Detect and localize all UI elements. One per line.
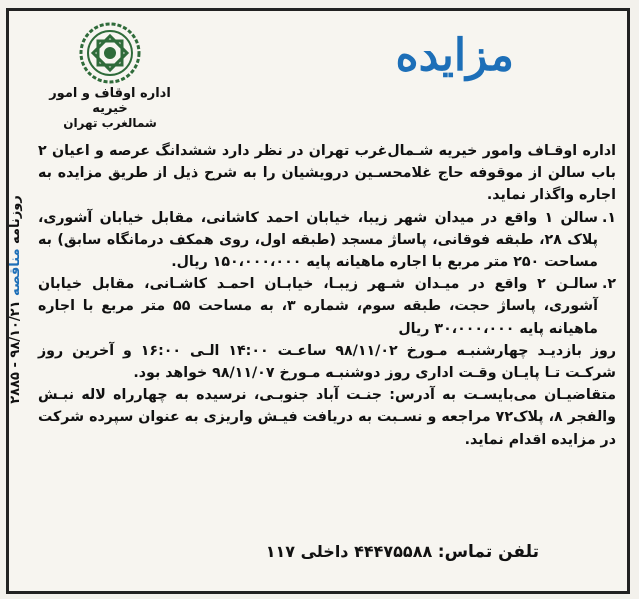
ad-title: مزایده <box>395 30 514 81</box>
org-logo-block <box>40 22 180 130</box>
contact-label: تلفن تماس: <box>437 542 539 562</box>
item-1 <box>38 207 616 274</box>
side-strip-brand: مناقصه <box>7 248 23 296</box>
visit-paragraph: روز بازدیـد چهارشنبـه مـورخ ۹۸/۱۱/۰۲ ساعـت ۱۴:۰۰ الـی ۱۶:۰۰ و آخرین روز شرکـت تـا پایـان وقـت اداری روز دوشنبـه مـورخ ۹۸/۱۱/۰۷ خواهد بود. <box>38 342 616 382</box>
side-strip-text <box>8 195 23 404</box>
side-strip-date: ۹۸/۱۰/۲۱ - ۲۸۸۵ <box>7 300 23 404</box>
side-strip-newspaper: روزنامه <box>7 195 23 244</box>
item-1-number: ۱. <box>601 209 616 226</box>
contact-line <box>266 542 539 562</box>
org-name-line2: شمالغرب تهران <box>63 116 157 130</box>
item-1-text: سالن ۱ واقع در میدان شهر زیبا، خیابان احمد کاشانی، مقابل خیابان آشوری، پلاک ۲۸، طبقه فوقانی، پاساژ مسجد (طبقه اول، روی همکف درمانگاه سابق) به مساحت ۲۵۰ متر مربع با اجاره ماهیانه پایه ۱۵۰،۰۰۰،۰۰۰ ریال. <box>38 209 598 271</box>
ad-body <box>38 140 616 451</box>
org-name-line1: اداره اوقاف و امور خیریه <box>49 86 171 116</box>
item-2-number: ۲. <box>601 276 616 293</box>
address-paragraph: متقاضیـان می‌بایسـت به آدرس: جنـت آباد جنوبـی، نرسیده به چهارراه لاله نبـش والفجر ۸، پلاک۷۲ مراجعه و نسـبت به دریافت فیـش واریزی به عنوان سپرده شرکت در مزایده اقدام نماید. <box>38 387 616 448</box>
item-2-text: سالـن ۲ واقع در میـدان شـهر زیبـا، خیابـان احمـد کاشـانی، مقابل خیابان آشوری، پاساژ حجت، طبقه سوم، شماره ۳، به مساحت ۵۵ متر مربع با اجاره ماهیانه پایه ۳۰،۰۰۰،۰۰۰ ریال <box>38 276 598 337</box>
item-2 <box>38 273 616 340</box>
intro-paragraph: اداره اوقـاف وامور خیریه شـمال‌غرب تهران در نظر دارد ششدانگ عرصه و اعیان ۲ باب سالن از موقوفه حاج غلامحسـین درویشیان را به شرح ذیل از طریق مزایده به اجاره واگذار نماید. <box>38 143 616 204</box>
contact-phone: ۴۴۴۷۵۵۸۸ داخلی ۱۱۷ <box>265 542 433 561</box>
endowment-logo-icon <box>79 22 141 84</box>
side-strip <box>0 0 30 599</box>
